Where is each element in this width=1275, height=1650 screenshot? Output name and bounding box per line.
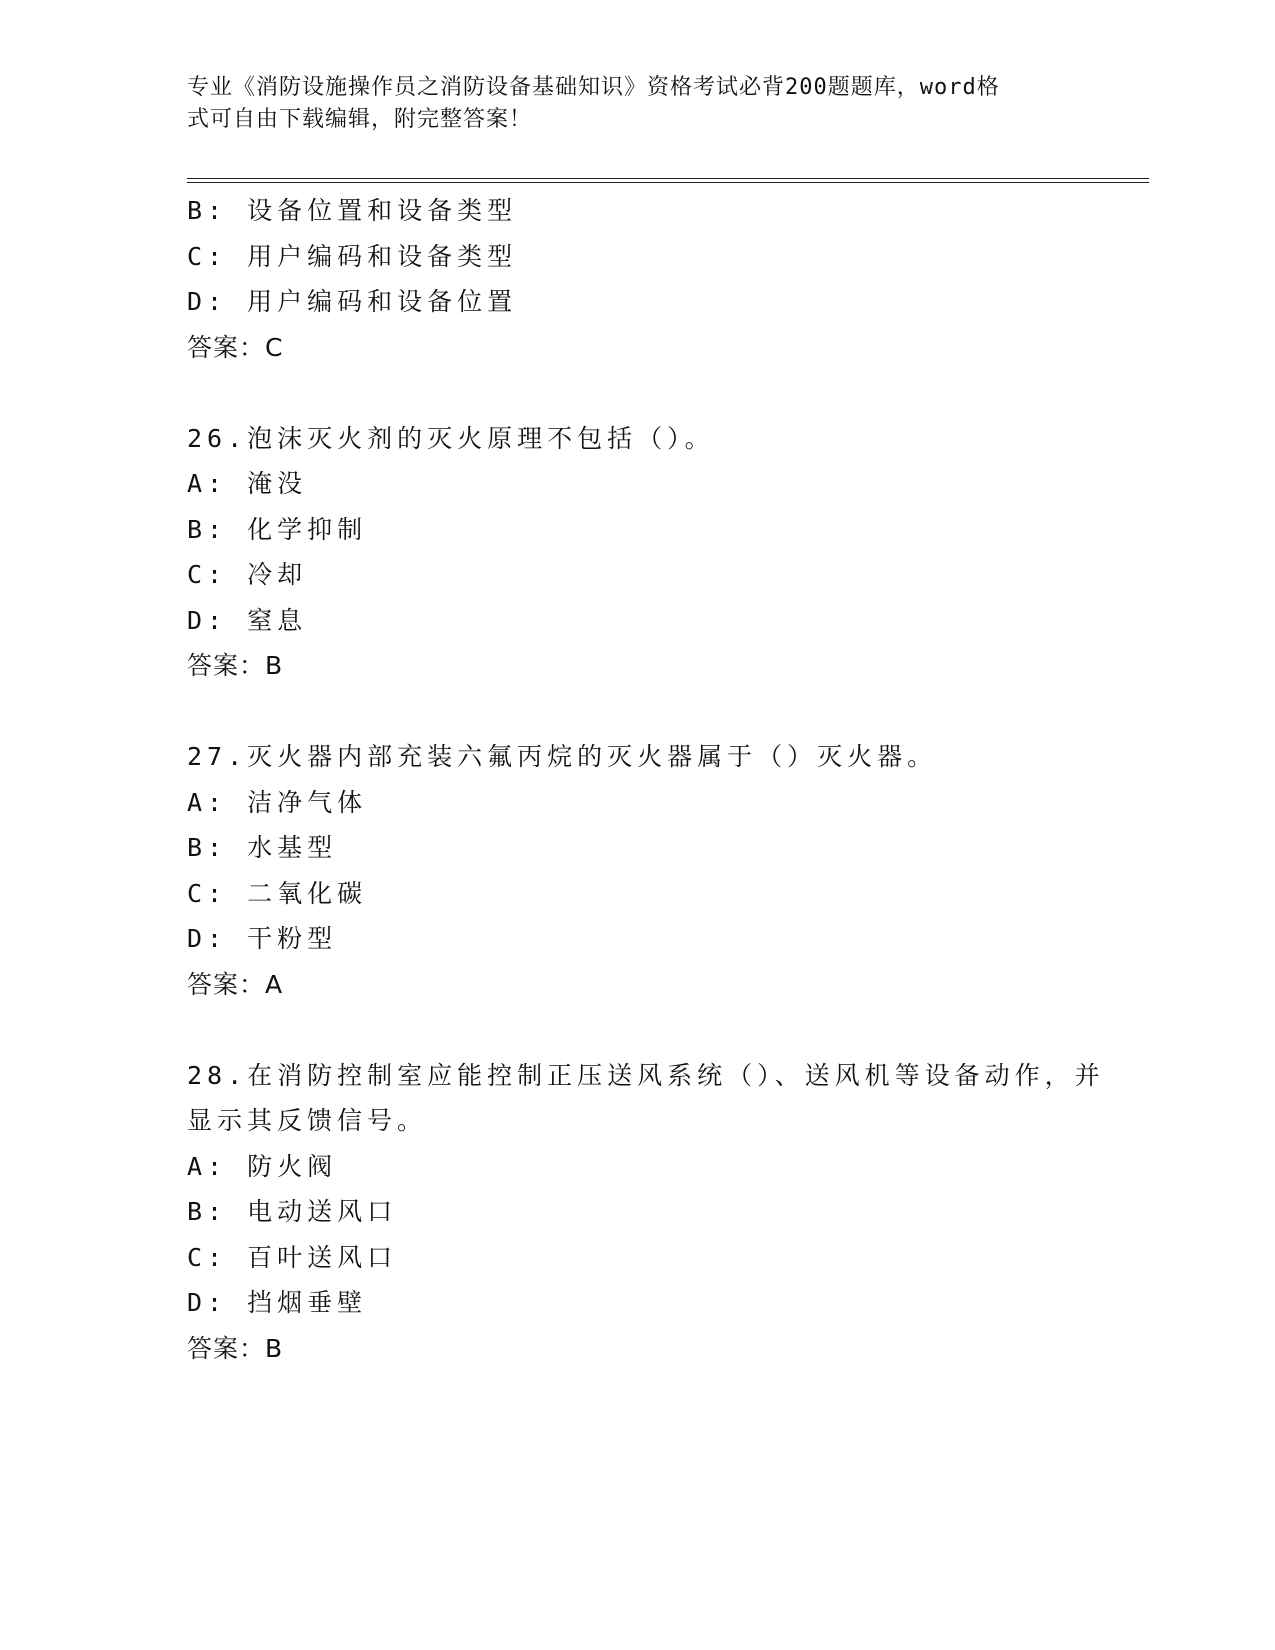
option-c: C: 用户编码和设备类型 xyxy=(187,241,518,271)
option-b: B: 设备位置和设备类型 xyxy=(187,196,518,225)
question-stem: 26.泡沫灭火剂的灭火原理不包括（）。 xyxy=(187,423,715,453)
spacer xyxy=(187,689,1087,735)
option-b: B: 水基型 xyxy=(187,833,338,862)
header-divider-bottom xyxy=(187,182,1149,183)
document-header xyxy=(187,72,1067,136)
option-d: D: 窒息 xyxy=(187,605,308,635)
header-line-1: 专业《消防设施操作员之消防设备基础知识》资格考试必背200题题库，word格 xyxy=(187,75,1000,100)
question-list xyxy=(187,188,1105,1371)
question-26 xyxy=(187,416,1087,689)
option-b: B: 化学抑制 xyxy=(187,514,368,544)
question-stem: 27.灭火器内部充装六氟丙烷的灭火器属于（）灭火器。 xyxy=(187,742,938,771)
spacer xyxy=(187,1007,1087,1053)
question-28 xyxy=(187,1053,1105,1372)
header-line-2: 式可自由下载编辑，附完整答案！ xyxy=(187,107,533,132)
question-stem-line-1: 28.在消防控制室应能控制正压送风系统（）、送风机等设备动作，并 xyxy=(187,1060,1105,1090)
question-stem-line-2: 显示其反馈信号。 xyxy=(187,1106,428,1135)
option-a: A: 淹没 xyxy=(187,469,308,498)
option-c: C: 百叶送风口 xyxy=(187,1242,398,1272)
answer-line: 答案：A xyxy=(187,969,284,999)
question-27 xyxy=(187,734,1087,1007)
option-d: D: 挡烟垂壁 xyxy=(187,1288,368,1317)
header-divider-top xyxy=(187,178,1149,179)
option-c: C: 冷却 xyxy=(187,560,308,589)
answer-line: 答案：B xyxy=(187,1333,284,1363)
option-b: B: 电动送风口 xyxy=(187,1197,398,1226)
option-d: D: 用户编码和设备位置 xyxy=(187,287,518,316)
option-a: A: 洁净气体 xyxy=(187,787,368,817)
option-a: A: 防火阀 xyxy=(187,1151,338,1181)
option-d: D: 干粉型 xyxy=(187,924,338,953)
spacer xyxy=(187,370,1087,416)
answer-line: 答案：B xyxy=(187,651,284,680)
option-c: C: 二氧化碳 xyxy=(187,878,368,908)
question-25-continued xyxy=(187,188,1087,370)
answer-line: 答案：C xyxy=(187,332,284,362)
